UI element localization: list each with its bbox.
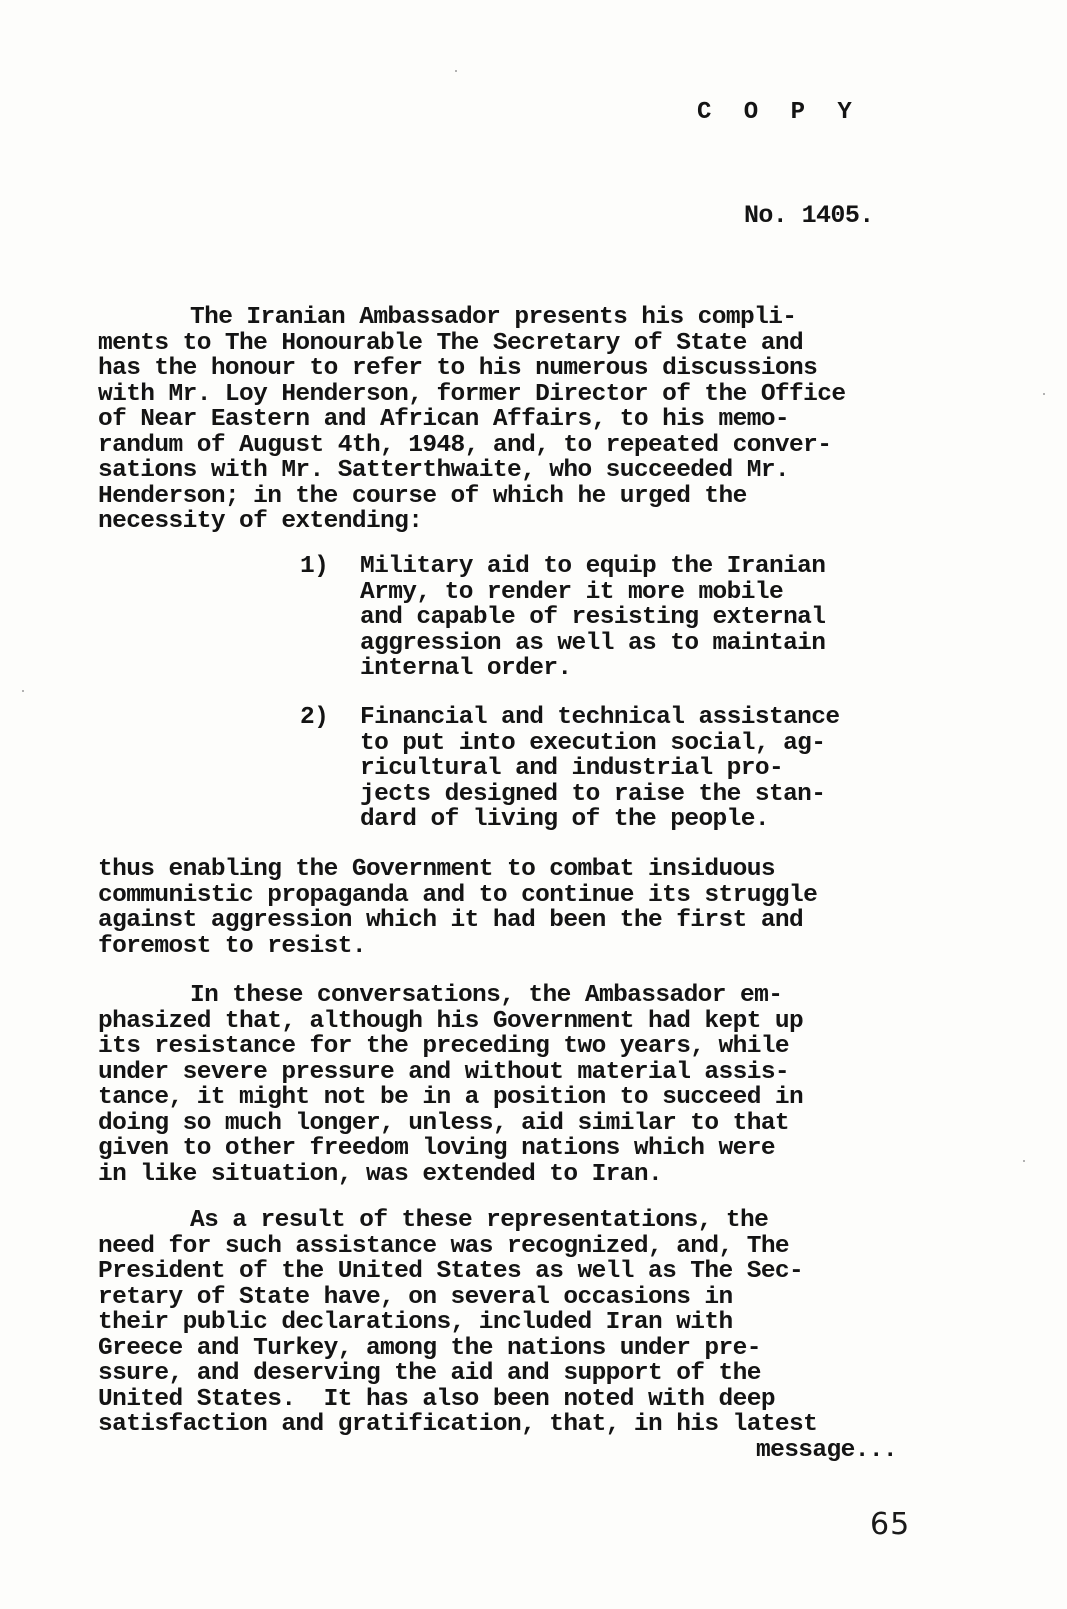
page-number: 65: [870, 1507, 911, 1542]
text-line: thus enabling the Government to combat insiduous: [98, 856, 775, 883]
text-line: President of the United States as well as The Sec-: [98, 1258, 804, 1285]
text-line: Army, to render it more mobile: [360, 578, 784, 606]
text-line: foremost to resist.: [98, 932, 366, 960]
text-line: In these conversations, the Ambassador em-: [190, 982, 783, 1009]
text-line: need for such assistance was recognized, and, The: [98, 1232, 790, 1260]
text-line: with Mr. Loy Henderson, former Director of the Office: [98, 380, 846, 408]
scan-speck: [1043, 393, 1045, 395]
text-line: their public declarations, included Iran with: [98, 1309, 733, 1336]
text-line: United States. It has also been noted with deep: [98, 1385, 775, 1413]
text-line: doing so much longer, unless, aid similar to that: [98, 1109, 790, 1137]
text-line: ricultural and industrial pro-: [360, 755, 784, 782]
text-line: under severe pressure and without material assis-: [98, 1058, 790, 1086]
text-line: As a result of these representations, the: [190, 1207, 769, 1234]
scan-speck: [1023, 1160, 1025, 1162]
paragraph-result: [98, 1208, 998, 1438]
list-number: 1): [300, 553, 329, 580]
list-item-body: [360, 705, 839, 833]
text-line: ssure, and deserving the aid and support of the: [98, 1360, 761, 1387]
text-line: tance, it might not be in a position to succeed in: [98, 1084, 804, 1111]
text-line: of Near Eastern and African Affairs, to his memo-: [98, 406, 790, 433]
text-line: phasized that, although his Government had kept up: [98, 1007, 804, 1035]
text-line: retary of State have, on several occasions in: [98, 1283, 733, 1311]
text-line: ments to The Honourable The Secretary of State and: [98, 329, 804, 357]
note-number: No. 1405.: [744, 201, 874, 230]
paragraph-continuation: [98, 857, 998, 959]
text-line: necessity of extending:: [98, 508, 423, 535]
text-line: against aggression which it had been the first and: [98, 907, 804, 934]
text-line: has the honour to refer to his numerous discussions: [98, 355, 818, 382]
scan-speck: [22, 690, 24, 692]
text-line: to put into execution social, ag-: [360, 729, 826, 757]
text-line: Financial and technical assistance: [360, 704, 840, 731]
text-line: its resistance for the preceding two years, while: [98, 1033, 790, 1060]
text-line: internal order.: [360, 655, 572, 682]
text-line: dard of living of the people.: [360, 806, 769, 833]
text-line: given to other freedom loving nations which were: [98, 1135, 775, 1162]
text-line: Greece and Turkey, among the nations under pre-: [98, 1334, 761, 1362]
text-line: in like situation, was extended to Iran.: [98, 1160, 663, 1188]
text-line: communistic propaganda and to continue its struggle: [98, 881, 818, 909]
text-line: and capable of resisting external: [360, 604, 826, 631]
list-item-body: [360, 554, 825, 682]
copy-header: C O P Y: [697, 99, 861, 126]
text-line: randum of August 4th, 1948, and, to repeated conver-: [98, 431, 832, 459]
text-line: sations with Mr. Satterthwaite, who succeeded Mr.: [98, 457, 790, 484]
paragraph-intro: [98, 305, 998, 535]
continuation-catchword: message...: [756, 1437, 898, 1464]
text-line: satisfaction and gratification, that, in his latest: [98, 1411, 818, 1438]
text-line: Military aid to equip the Iranian: [360, 553, 826, 580]
list-number: 2): [300, 704, 329, 731]
scan-speck: [455, 70, 457, 72]
text-line: Henderson; in the course of which he urged the: [98, 482, 747, 510]
paragraph-conversations: [98, 983, 998, 1187]
text-line: jects designed to raise the stan-: [360, 780, 826, 808]
text-line: aggression as well as to maintain: [360, 629, 826, 657]
text-line: The Iranian Ambassador presents his compli-: [190, 304, 797, 331]
